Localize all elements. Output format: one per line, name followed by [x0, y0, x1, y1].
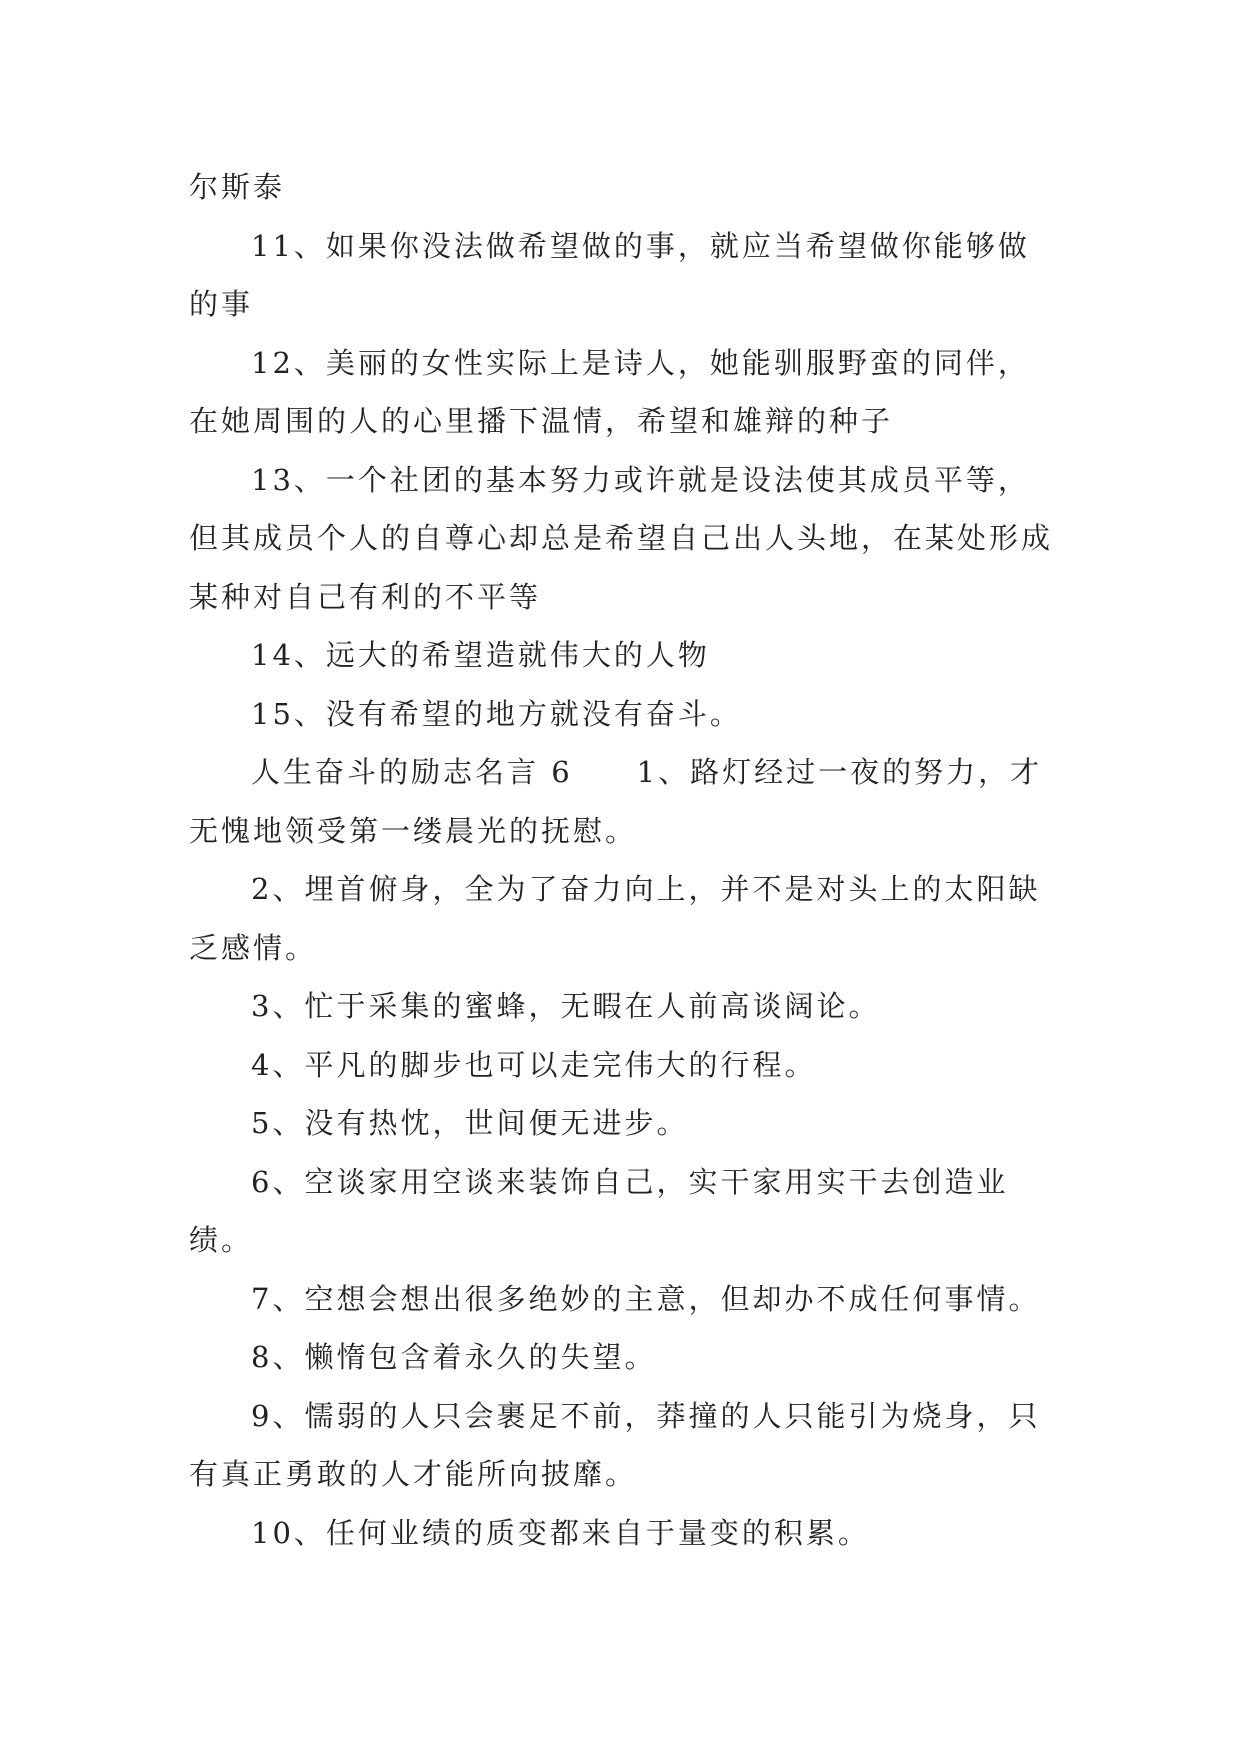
paragraph-quote-4: 4、平凡的脚步也可以走完伟大的行程。	[251, 1047, 817, 1082]
paragraph-quote-7: 7、空想会想出很多绝妙的主意，但却办不成任何事情。	[251, 1281, 1041, 1316]
document-body	[189, 158, 1057, 1562]
paragraph-quote-12: 12、美丽的女性实际上是诗人，她能驯服野蛮的同伴，在她周围的人的心里播下温情，希望和雄辩的种子	[189, 345, 1030, 438]
paragraph-quote-11: 11、如果你没法做希望做的事，就应当希望做你能够做的事	[189, 228, 1030, 321]
paragraph-quote-13: 13、一个社团的基本努力或许就是设法使其成员平等，但其成员个人的自尊心却总是希望自己出人头地，在某处形成某种对自己有利的不平等	[189, 462, 1054, 614]
paragraph-quote-5: 5、没有热忱，世间便无进步。	[251, 1106, 689, 1140]
paragraph-quote-3: 3、忙于采集的蜜蜂，无暇在人前高谈阔论。	[251, 989, 881, 1023]
paragraph-quote-2: 2、埋首俯身，全为了奋力向上，并不是对头上的太阳缺乏感情。	[189, 872, 1041, 965]
paragraph-quote-10: 10、任何业绩的质变都来自于量变的积累。	[251, 1515, 870, 1550]
paragraph-quote-9: 9、懦弱的人只会裹足不前，莽撞的人只能引为烧身，只有真正勇敢的人才能所向披靡。	[189, 1398, 1041, 1491]
paragraph-continuation: 尔斯泰	[189, 170, 286, 204]
paragraph-quote-14: 14、远大的希望造就伟大的人物	[251, 638, 710, 672]
paragraph-quote-15: 15、没有希望的地方就没有奋斗。	[251, 696, 742, 731]
paragraph-section-6-quote-1: 人生奋斗的励志名言 6 1、路灯经过一夜的努力，才无愧地领受第一缕晨光的抚慰。	[189, 755, 1043, 848]
paragraph-quote-6: 6、空谈家用空谈来装饰自己，实干家用实干去创造业绩。	[189, 1164, 1009, 1257]
paragraph-quote-8: 8、懒惰包含着永久的失望。	[251, 1340, 657, 1374]
